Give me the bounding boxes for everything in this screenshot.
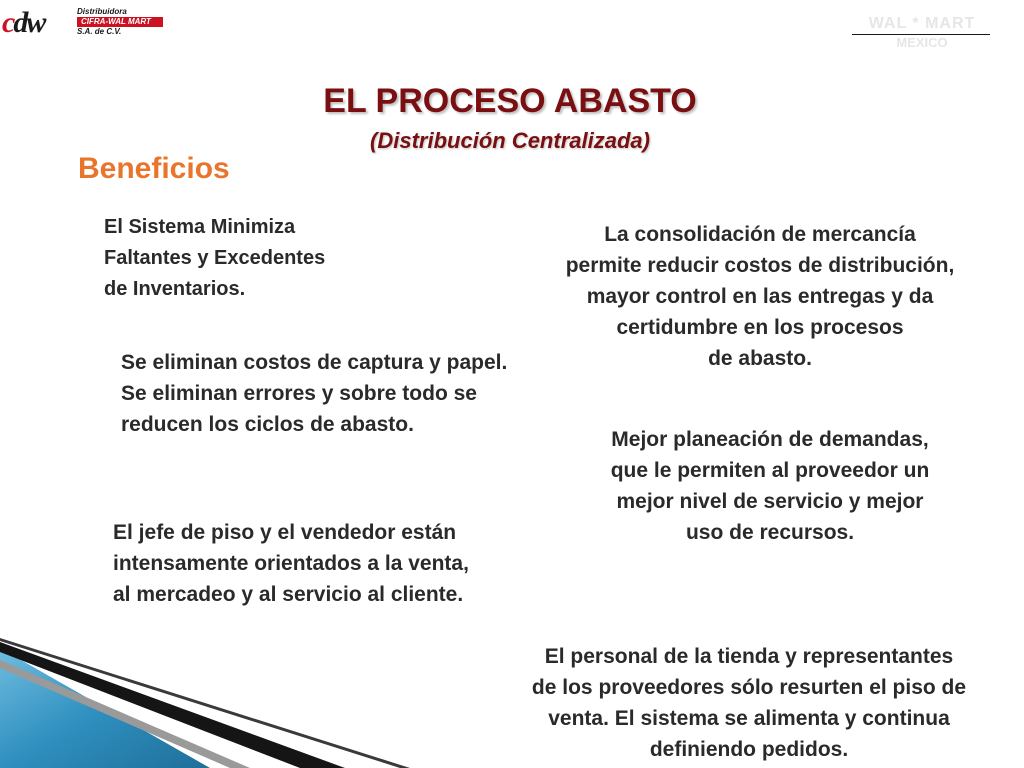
benefit-line: Se eliminan errores y sobre todo se bbox=[121, 382, 477, 405]
benefit-sales-focus bbox=[113, 517, 469, 610]
benefit-line: venta. El sistema se alimenta y continua bbox=[548, 707, 950, 730]
company-logo bbox=[2, 6, 172, 40]
benefit-line: definiendo pedidos. bbox=[649, 738, 849, 761]
logo-line-1: Distribuidora bbox=[77, 7, 127, 16]
benefit-line: al mercadeo y al servicio al cliente. bbox=[113, 583, 464, 606]
brand-subtitle: MEXICO bbox=[896, 35, 948, 50]
benefit-line: que le permiten al proveedor un bbox=[610, 459, 930, 482]
benefit-line: mejor nivel de servicio y mejor bbox=[616, 490, 924, 513]
benefit-line: de abasto. bbox=[708, 347, 812, 370]
brand-name: WAL * MART bbox=[868, 15, 976, 32]
slide-title: EL PROCESO ABASTO bbox=[323, 82, 697, 120]
benefit-line: de los proveedores sólo resurten el piso de bbox=[531, 676, 967, 699]
benefit-line: reducen los ciclos de abasto. bbox=[121, 413, 414, 436]
benefit-line: El jefe de piso y el vendedor están bbox=[113, 521, 457, 544]
section-heading: Beneficios bbox=[78, 152, 230, 185]
logo-text bbox=[77, 7, 163, 37]
benefit-costs bbox=[121, 347, 507, 440]
benefit-line: Se eliminan costos de captura y papel. bbox=[121, 351, 508, 374]
benefit-line: La consolidación de mercancía bbox=[604, 223, 916, 246]
benefit-line: de Inventarios. bbox=[104, 278, 246, 300]
benefit-line: uso de recursos. bbox=[685, 521, 855, 544]
benefit-inventory bbox=[104, 212, 325, 305]
decorative-stripes bbox=[0, 620, 560, 768]
slide-subtitle: (Distribución Centralizada) bbox=[370, 128, 650, 153]
benefit-line: mayor control en las entregas y da bbox=[586, 285, 934, 308]
benefit-line: Faltantes y Excedentes bbox=[104, 247, 326, 269]
logo-line-3: S.A. de C.V. bbox=[77, 27, 122, 36]
benefit-consolidation bbox=[500, 219, 1020, 374]
logo-monogram: cdw bbox=[2, 6, 45, 39]
benefit-planning bbox=[560, 424, 980, 548]
benefit-line: permite reducir costos de distribución, bbox=[565, 254, 955, 277]
benefit-line: El Sistema Minimiza bbox=[104, 216, 296, 238]
benefit-line: El personal de la tienda y representantes bbox=[544, 645, 954, 668]
benefit-line: certidumbre en los procesos bbox=[616, 316, 904, 339]
benefit-line: Mejor planeación de demandas, bbox=[611, 428, 929, 451]
brand-watermark bbox=[852, 14, 992, 51]
benefit-line: intensamente orientados a la venta, bbox=[113, 552, 469, 575]
logo-line-2: CIFRA-WAL MART bbox=[77, 17, 163, 27]
